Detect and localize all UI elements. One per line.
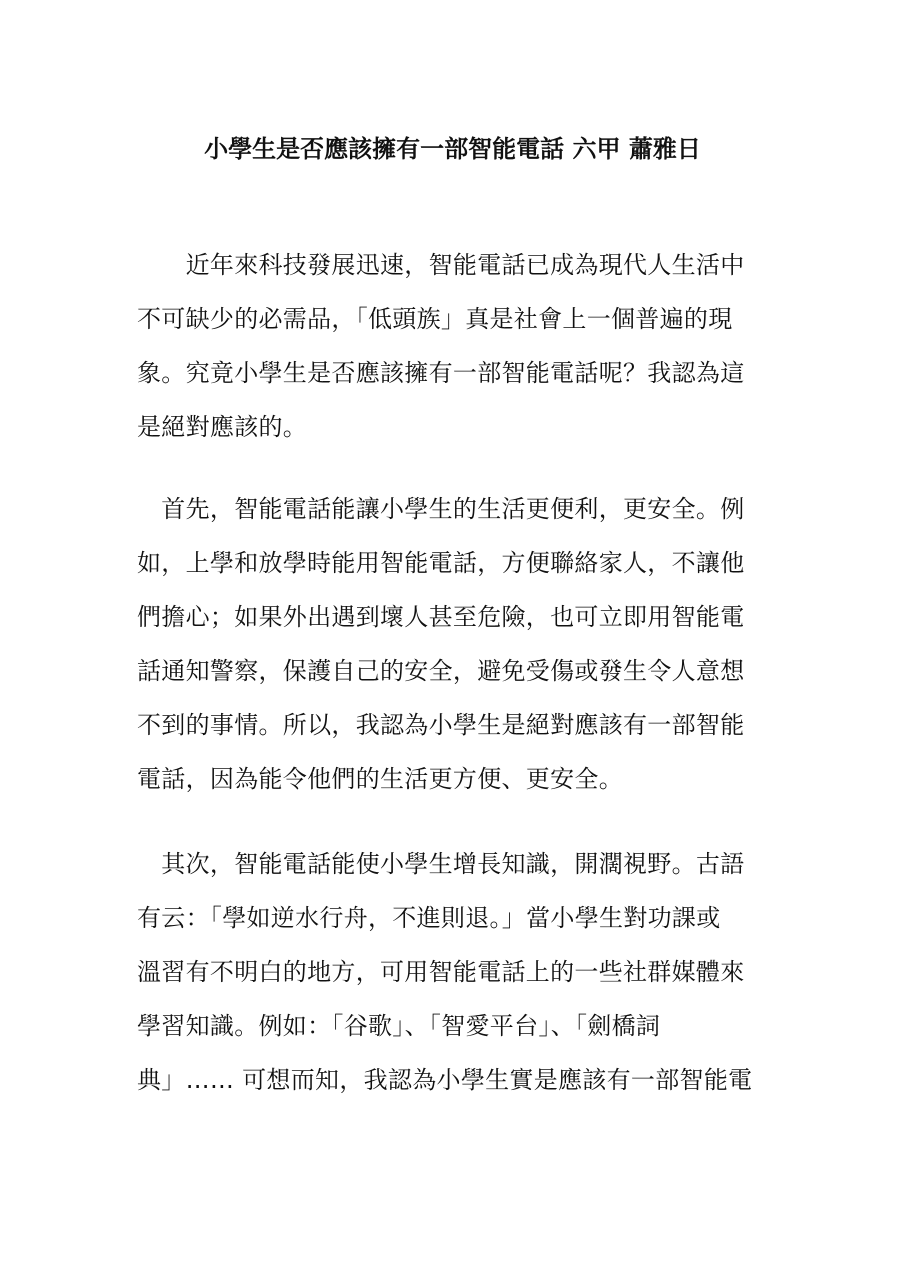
text-line: 溫習有不明白的地方，可用智能電話上的一些社群媒體來 xyxy=(137,958,745,986)
paragraph-second-point xyxy=(137,837,757,1107)
text-line: 們擔心；如果外出遇到壞人甚至危險，也可立即用智能電 xyxy=(137,603,745,631)
text-line: 近年來科技發展迅速，智能電話已成為現代人生活中 xyxy=(137,251,745,279)
text-line: 是絕對應該的。 xyxy=(137,413,308,441)
text-line: 象。究竟小學生是否應該擁有一部智能電話呢？我認為這 xyxy=(137,359,745,387)
text-line: 有云：「學如逆水行舟，不進則退。」當小學生對功課或 xyxy=(137,904,721,932)
text-line: 學習知識。例如：「谷歌」、「智愛平台」、「劍橋詞 xyxy=(137,1012,661,1040)
text-line: 電話，因為能令他們的生活更方便、更安全。 xyxy=(137,765,623,793)
paragraph-first-point xyxy=(137,482,757,806)
text-line: 首先，智能電話能讓小學生的生活更便利，更安全。例 xyxy=(137,495,745,523)
text-line: 話通知警察，保護自己的安全，避免受傷或發生令人意想 xyxy=(137,657,745,685)
text-line: 典」…… 可想而知，我認為小學生實是應該有一部智能電 xyxy=(137,1066,753,1094)
paragraph-intro xyxy=(137,238,757,454)
text-line: 不到的事情。所以，我認為小學生是絕對應該有一部智能 xyxy=(137,711,745,739)
text-line: 不可缺少的必需品，「低頭族」真是社會上一個普遍的現 xyxy=(137,305,733,333)
essay-title: 小學生是否應該擁有一部智能電話 六甲 蕭雅日 xyxy=(204,135,701,163)
text-line: 如，上學和放學時能用智能電話，方便聯絡家人，不讓他 xyxy=(137,549,745,577)
text-line: 其次，智能電話能使小學生增長知識，開濶視野。古語 xyxy=(137,850,745,878)
